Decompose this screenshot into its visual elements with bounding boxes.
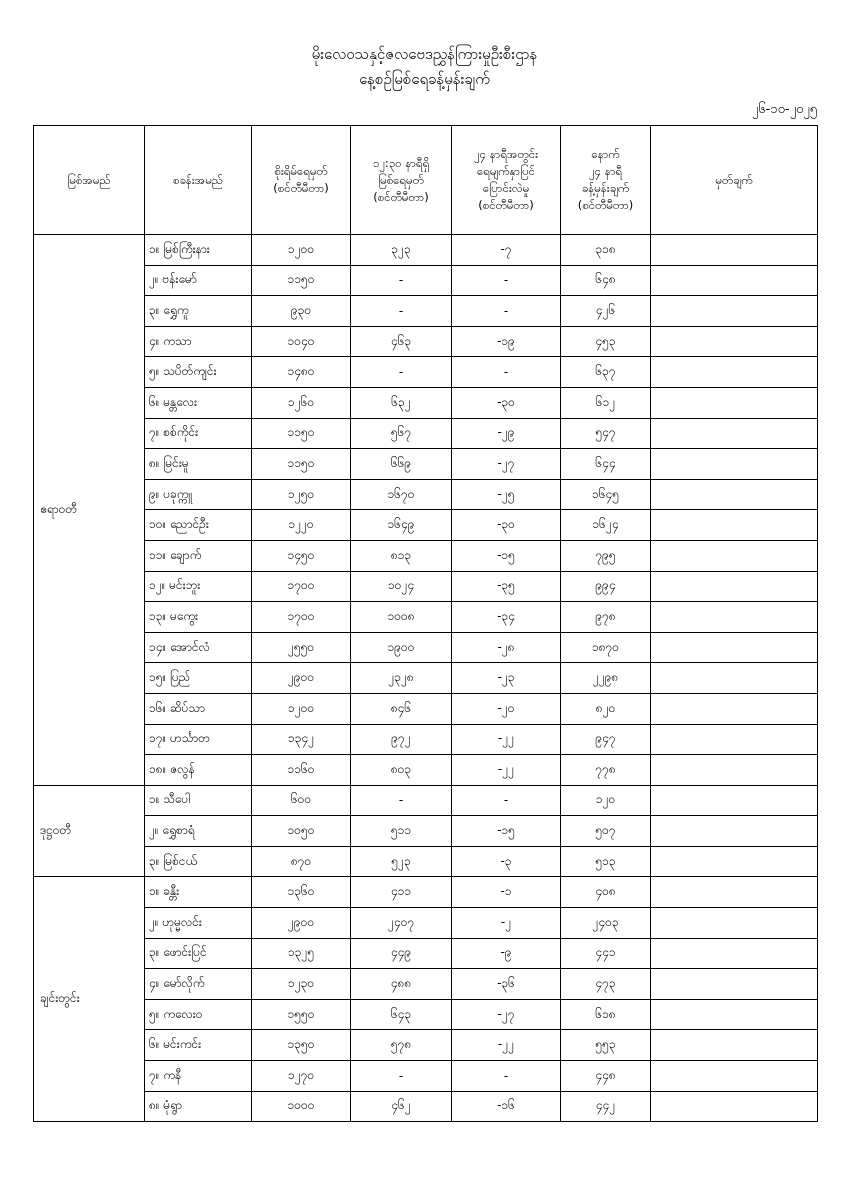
remarks-cell: [651, 1091, 818, 1122]
river-name-cell: ချင်းတွင်း: [34, 877, 145, 1122]
danger-level-cell: ၁၃၅၀: [252, 1030, 351, 1061]
change-cell: -: [452, 265, 561, 296]
station-cell: ၁။ ခန္တီး: [145, 877, 252, 908]
remarks-cell: [651, 663, 818, 694]
table-row: [34, 877, 818, 908]
forecast-cell: ၃၁၈: [561, 235, 651, 266]
remarks-cell: [651, 571, 818, 602]
forecast-cell: ၉၄၇: [561, 724, 651, 755]
station-cell: ၁၂။ မင်းဘူး: [145, 571, 252, 602]
forecast-cell: ၆၄၈: [561, 265, 651, 296]
remarks-cell: [651, 540, 818, 571]
danger-level-cell: ၁၂၀၀: [252, 235, 351, 266]
forecast-cell: ၉၉၄: [561, 571, 651, 602]
danger-level-cell: ၁၅၅၀: [252, 999, 351, 1030]
river-name-cell: ဧရာဝတီ: [34, 235, 145, 786]
station-cell: ၃။ ရွှေကူ: [145, 296, 252, 327]
remarks-cell: [651, 785, 818, 816]
forecast-cell: ၈၂၀: [561, 693, 651, 724]
observed-level-cell: -: [351, 1061, 452, 1092]
change-cell: -: [452, 296, 561, 327]
remarks-cell: [651, 602, 818, 633]
table-row: [34, 571, 818, 602]
forecast-cell: ၂၂၉၈: [561, 663, 651, 694]
observed-level-cell: ၉၇၂: [351, 724, 452, 755]
forecast-cell: ၂၄၀၃: [561, 908, 651, 939]
station-cell: ၁၅။ ပြည်: [145, 663, 252, 694]
forecast-cell: ၅၀၇: [561, 816, 651, 847]
forecast-cell: ၆၁၈: [561, 999, 651, 1030]
change-cell: -၃၄: [452, 602, 561, 633]
table-row: [34, 846, 818, 877]
change-cell: -၂၅: [452, 479, 561, 510]
col-header-24h-change: ၂၄ နာရီအတွင်း ရေမျက်နှာပြင် ပြောင်းလဲမှု (စင်တီမီတာ): [452, 126, 561, 235]
remarks-cell: [651, 449, 818, 480]
observed-level-cell: ၅၇၈: [351, 1030, 452, 1061]
station-cell: ၁။ မြစ်ကြီးနား: [145, 235, 252, 266]
forecast-cell: ၄၀၈: [561, 877, 651, 908]
remarks-cell: [651, 724, 818, 755]
change-cell: -၂၀: [452, 693, 561, 724]
change-cell: -၂၇: [452, 449, 561, 480]
observed-level-cell: ၃၂၃: [351, 235, 452, 266]
station-cell: ၆။ မန္တလေး: [145, 387, 252, 418]
remarks-cell: [651, 846, 818, 877]
remarks-cell: [651, 296, 818, 327]
table-row: [34, 540, 818, 571]
change-cell: -၁၉: [452, 326, 561, 357]
danger-level-cell: ၁၄၅၀: [252, 540, 351, 571]
table-row: [34, 326, 818, 357]
table-row: [34, 724, 818, 755]
remarks-cell: [651, 387, 818, 418]
danger-level-cell: ၁၃၆၀: [252, 877, 351, 908]
change-cell: -၂၈: [452, 632, 561, 663]
change-cell: -၉: [452, 938, 561, 969]
change-cell: -၂၂: [452, 724, 561, 755]
observed-level-cell: -: [351, 265, 452, 296]
change-cell: -၂၉: [452, 418, 561, 449]
station-cell: ၄။ မော်လိုက်: [145, 969, 252, 1000]
change-cell: -၂၃: [452, 663, 561, 694]
table-row: [34, 938, 818, 969]
observed-level-cell: ၁၆၇၀: [351, 479, 452, 510]
table-row: [34, 357, 818, 388]
col-header-danger-level: စိုးရိမ်ရေမှတ် (စင်တီမီတာ): [252, 126, 351, 235]
danger-level-cell: ၈၇၀: [252, 846, 351, 877]
remarks-cell: [651, 418, 818, 449]
observed-level-cell: ၅၁၁: [351, 816, 452, 847]
river-forecast-table: [33, 125, 818, 1122]
forecast-cell: ၅၄၇: [561, 418, 651, 449]
station-cell: ၁၃။ မကွေး: [145, 602, 252, 633]
danger-level-cell: ၁၀၅၀: [252, 816, 351, 847]
table-row: [34, 663, 818, 694]
remarks-cell: [651, 938, 818, 969]
remarks-cell: [651, 479, 818, 510]
table-row: [34, 265, 818, 296]
remarks-cell: [651, 1030, 818, 1061]
forecast-cell: ၅၅၃: [561, 1030, 651, 1061]
observed-level-cell: ၈၁၃: [351, 540, 452, 571]
remarks-cell: [651, 510, 818, 541]
station-cell: ၁၄။ အောင်လံ: [145, 632, 252, 663]
observed-level-cell: ၄၈၈: [351, 969, 452, 1000]
table-header-row: [34, 126, 818, 235]
forecast-cell: ၄၇၃: [561, 969, 651, 1000]
table-row: [34, 999, 818, 1030]
observed-level-cell: ၄၆၂: [351, 1091, 452, 1122]
observed-level-cell: ၅၂၃: [351, 846, 452, 877]
station-cell: ၃။ ဖောင်းပြင်: [145, 938, 252, 969]
change-cell: -၂၇: [452, 999, 561, 1030]
remarks-cell: [651, 693, 818, 724]
remarks-cell: [651, 969, 818, 1000]
remarks-cell: [651, 908, 818, 939]
table-row: [34, 1030, 818, 1061]
observed-level-cell: ၈၄၆: [351, 693, 452, 724]
observed-level-cell: ၆၄၃: [351, 999, 452, 1030]
station-cell: ၂။ ရွှေစာရံ: [145, 816, 252, 847]
forecast-cell: ၄၂၆: [561, 296, 651, 327]
station-cell: ၁၈။ ဇလွန်: [145, 755, 252, 786]
change-cell: -၃၆: [452, 969, 561, 1000]
page-title: မိုးလေဝသနှင့်ဇလဗေဒညွှန်ကြားမှုဦးစီးဌာန: [311, 45, 538, 63]
observed-level-cell: ၁၀၀၈: [351, 602, 452, 633]
observed-level-cell: ၂၄၀၇: [351, 908, 452, 939]
observed-level-cell: ၂၃၂၈: [351, 663, 452, 694]
danger-level-cell: ၁၁၅၀: [252, 265, 351, 296]
table-row: [34, 296, 818, 327]
col-header-forecast: နောက် ၂၄ နာရီ ခန့်မှန်းချက် (စင်တီမီတာ): [561, 126, 651, 235]
remarks-cell: [651, 999, 818, 1030]
change-cell: -၃၅: [452, 571, 561, 602]
danger-level-cell: ၂၉၀၀: [252, 908, 351, 939]
danger-level-cell: ၁၄၈၀: [252, 357, 351, 388]
danger-level-cell: ၁၀၀၀: [252, 1091, 351, 1122]
change-cell: -: [452, 1061, 561, 1092]
change-cell: -၁၆: [452, 1091, 561, 1122]
forecast-cell: ၁၆၂၄: [561, 510, 651, 541]
observed-level-cell: ၁၉၀၀: [351, 632, 452, 663]
forecast-cell: ၄၄၈: [561, 1061, 651, 1092]
forecast-cell: ၄၄၂: [561, 1091, 651, 1122]
forecast-cell: ၁၈၇၀: [561, 632, 651, 663]
table-body: [34, 235, 818, 1122]
table-row: [34, 785, 818, 816]
table-row: [34, 693, 818, 724]
observed-level-cell: ၆၆၉: [351, 449, 452, 480]
table-row: [34, 418, 818, 449]
forecast-cell: ၇၉၅: [561, 540, 651, 571]
change-cell: -၁: [452, 877, 561, 908]
change-cell: -၁၅: [452, 540, 561, 571]
danger-level-cell: ၁၁၅၀: [252, 449, 351, 480]
danger-level-cell: ၁၂၅၀: [252, 479, 351, 510]
col-header-observed-level: ၁၂:၃၀ နာရီရှိ မြစ်ရေမှတ် (စင်တီမီတာ): [351, 126, 452, 235]
station-cell: ၁။ သီပေါ: [145, 785, 252, 816]
remarks-cell: [651, 326, 818, 357]
table-row: [34, 387, 818, 418]
change-cell: -၂: [452, 908, 561, 939]
station-cell: ၆။ မင်းကင်း: [145, 1030, 252, 1061]
station-cell: ၂။ ဟုမ္မလင်း: [145, 908, 252, 939]
danger-level-cell: ၁၃၄၂: [252, 724, 351, 755]
danger-level-cell: ၁၀၄၀: [252, 326, 351, 357]
change-cell: -: [452, 357, 561, 388]
danger-level-cell: ၁၇၀၀: [252, 571, 351, 602]
danger-level-cell: ၁၁၆၀: [252, 755, 351, 786]
station-cell: ၈။ မြင်းမူ: [145, 449, 252, 480]
remarks-cell: [651, 357, 818, 388]
table-row: [34, 449, 818, 480]
table-row: [34, 908, 818, 939]
change-cell: -၂၂: [452, 1030, 561, 1061]
station-cell: ၇။ ကနီ: [145, 1061, 252, 1092]
forecast-cell: ၆၁၂: [561, 387, 651, 418]
table-row: [34, 632, 818, 663]
station-cell: ၃။ မြစ်ငယ်: [145, 846, 252, 877]
danger-level-cell: ၁၂၆၀: [252, 387, 351, 418]
page-subtitle: နေ့စဉ်မြစ်ရေခန့်မှန်းချက်: [359, 70, 490, 88]
station-cell: ၁၁။ ချောက်: [145, 540, 252, 571]
danger-level-cell: ၁၂၀၀: [252, 693, 351, 724]
river-name-cell: ဒုဋ္ဌဝတီ: [34, 785, 145, 877]
station-cell: ၁၆။ ဆိပ်သာ: [145, 693, 252, 724]
forecast-cell: ၁၂၀: [561, 785, 651, 816]
table-row: [34, 235, 818, 266]
station-cell: ၁၇။ ဟင်္သာတ: [145, 724, 252, 755]
remarks-cell: [651, 235, 818, 266]
observed-level-cell: -: [351, 785, 452, 816]
observed-level-cell: ၅၆၇: [351, 418, 452, 449]
change-cell: -၃၀: [452, 510, 561, 541]
change-cell: -၃၀: [452, 387, 561, 418]
col-header-station: စခန်းအမည်: [145, 126, 252, 235]
station-cell: ၄။ ကသာ: [145, 326, 252, 357]
station-cell: ၅။ ကလေးဝ: [145, 999, 252, 1030]
station-cell: ၉။ ပခုက္ကူ: [145, 479, 252, 510]
observed-level-cell: ၁၆၄၉: [351, 510, 452, 541]
station-cell: ၅။ သပိတ်ကျင်း: [145, 357, 252, 388]
change-cell: -၃: [452, 846, 561, 877]
observed-level-cell: -: [351, 357, 452, 388]
table-row: [34, 479, 818, 510]
remarks-cell: [651, 1061, 818, 1092]
remarks-cell: [651, 632, 818, 663]
remarks-cell: [651, 265, 818, 296]
observed-level-cell: ၄၆၃: [351, 326, 452, 357]
forecast-cell: ၆၄၄: [561, 449, 651, 480]
table-row: [34, 602, 818, 633]
danger-level-cell: ၁၂၃၀: [252, 969, 351, 1000]
table-row: [34, 969, 818, 1000]
danger-level-cell: ၆၀၀: [252, 785, 351, 816]
table-row: [34, 510, 818, 541]
observed-level-cell: ၁၀၂၄: [351, 571, 452, 602]
forecast-cell: ၇၇၈: [561, 755, 651, 786]
change-cell: -၁၅: [452, 816, 561, 847]
observed-level-cell: ၄၄၉: [351, 938, 452, 969]
col-header-river: မြစ်အမည်: [34, 126, 145, 235]
table-row: [34, 1091, 818, 1122]
danger-level-cell: ၁၃၂၅: [252, 938, 351, 969]
station-cell: ၈။ မုံရွာ: [145, 1091, 252, 1122]
change-cell: -: [452, 785, 561, 816]
report-date: ၂၆-၁၀-၂၀၂၅: [751, 102, 817, 117]
table-row: [34, 1061, 818, 1092]
danger-level-cell: ၁၇၀၀: [252, 602, 351, 633]
observed-level-cell: ၆၃၂: [351, 387, 452, 418]
remarks-cell: [651, 877, 818, 908]
danger-level-cell: ၂၅၅၀: [252, 632, 351, 663]
change-cell: -၇: [452, 235, 561, 266]
forecast-cell: ၆၃၇: [561, 357, 651, 388]
table-row: [34, 816, 818, 847]
forecast-cell: ၄၅၃: [561, 326, 651, 357]
change-cell: -၂၂: [452, 755, 561, 786]
observed-level-cell: ၈၀၃: [351, 755, 452, 786]
danger-level-cell: ၁၁၅၀: [252, 418, 351, 449]
forecast-cell: ၄၄၁: [561, 938, 651, 969]
station-cell: ၂။ ဗန်းမော်: [145, 265, 252, 296]
danger-level-cell: ၂၉၀၀: [252, 663, 351, 694]
remarks-cell: [651, 755, 818, 786]
col-header-remarks: မှတ်ချက်: [651, 126, 818, 235]
danger-level-cell: ၁၂၇၀: [252, 1061, 351, 1092]
forecast-cell: ၁၆၄၅: [561, 479, 651, 510]
danger-level-cell: ၁၂၂၀: [252, 510, 351, 541]
danger-level-cell: ၉၃၀: [252, 296, 351, 327]
observed-level-cell: ၄၁၁: [351, 877, 452, 908]
forecast-cell: ၅၁၃: [561, 846, 651, 877]
table-row: [34, 755, 818, 786]
station-cell: ၇။ စစ်ကိုင်း: [145, 418, 252, 449]
forecast-cell: ၉၇၈: [561, 602, 651, 633]
remarks-cell: [651, 816, 818, 847]
station-cell: ၁၀။ ညောင်ဦး: [145, 510, 252, 541]
observed-level-cell: -: [351, 296, 452, 327]
